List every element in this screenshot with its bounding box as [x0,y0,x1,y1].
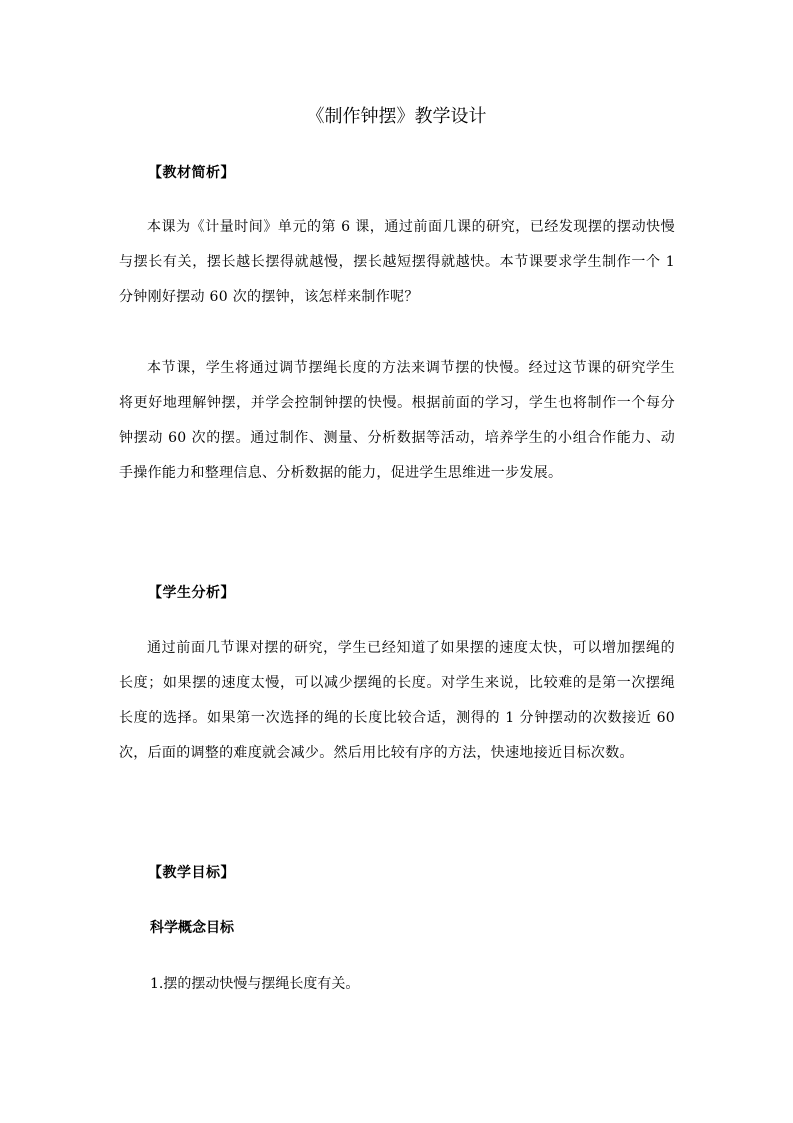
section-heading-student-analysis: 【学生分析】 [148,585,235,601]
paragraph-textbook-1: 本课为《计量时间》单元的第 6 课，通过前面几课的研究，已经发现摆的摆动快慢与摆长有关，摆长越长摆得就越慢，摆长越短摆得就越快。本节课要求学生制作一个 1 分钟刚好摆动 60 次的摆钟，该怎样来制作呢？ [119,219,675,305]
paragraph-student-analysis: 通过前面几节课对摆的研究，学生已经知道了如果摆的速度太快，可以增加摆绳的长度；如果摆的速度太慢，可以减少摆绳的长度。对学生来说，比较难的是第一次摆绳长度的选择。如果第一次选择的绳的长度比较合适，测得的 1 分钟摆动的次数接近 60 次，后面的调整的难度就会减少。然后用比较有序的方法，快速地接近目标次数。 [119,640,675,761]
document-title: 《制作钟摆》教学设计 [306,106,487,127]
subheading-science-concept-goals: 科学概念目标 [150,920,234,936]
paragraph-textbook-2: 本节课，学生将通过调节摆绳长度的方法来调节摆的快慢。经过这节课的研究学生将更好地理解钟摆，并学会控制钟摆的快慢。根据前面的学习，学生也将制作一个每分钟摆动 60 次的摆。通过制作、测量、分析数据等活动，培养学生的小组合作能力、动手操作能力和整理信息、分析数据的能力，促进学生思维进一步发展。 [119,360,675,481]
list-item-goal-1: 1.摆的摆动快慢与摆绳长度有关。 [150,976,360,992]
section-heading-teaching-goals: 【教学目标】 [148,865,235,881]
section-heading-textbook-analysis: 【教材简析】 [148,165,235,181]
